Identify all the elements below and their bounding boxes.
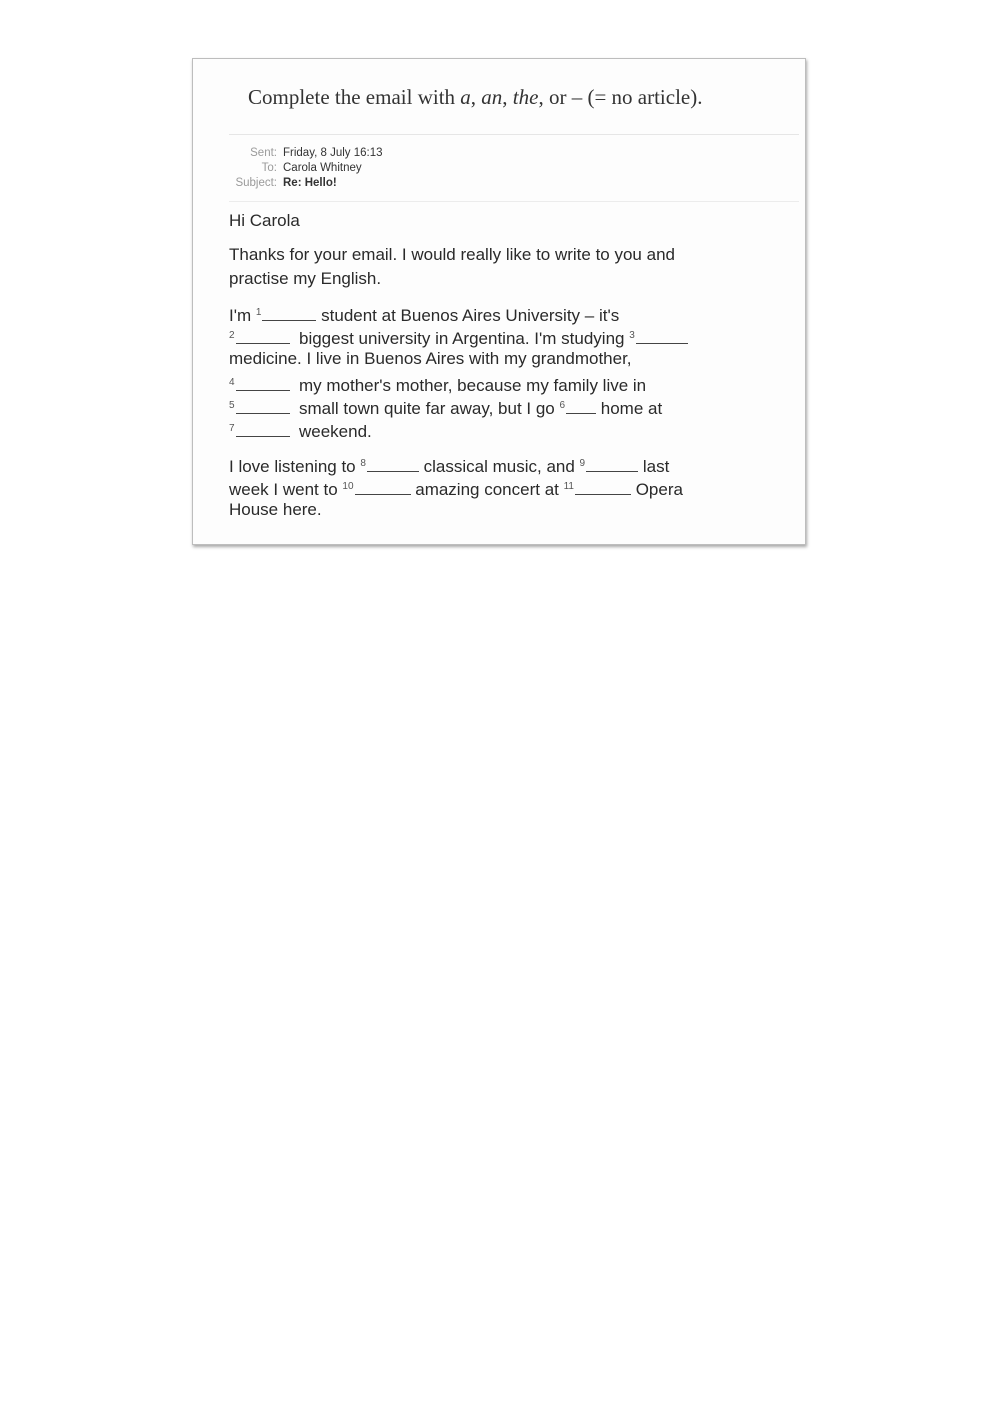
- article-the: the: [512, 85, 539, 109]
- gap-number: 2: [229, 330, 235, 342]
- text: I love listening to: [229, 456, 361, 476]
- gap-blank-2[interactable]: [236, 328, 290, 344]
- article-a: a: [460, 85, 471, 109]
- gap-blank-3[interactable]: [636, 328, 688, 344]
- paragraph-3: [229, 452, 789, 522]
- text: week I went to: [229, 479, 343, 499]
- text: I'm: [229, 305, 256, 325]
- gap-blank-7[interactable]: [236, 421, 290, 437]
- to-row: [229, 161, 383, 176]
- text-line: [229, 324, 789, 347]
- gap-number: 8: [360, 457, 366, 469]
- instruction: [248, 85, 703, 110]
- subject-value: Re: Hello!: [283, 177, 337, 189]
- gap-number: 9: [579, 457, 586, 469]
- text: home at: [596, 399, 663, 419]
- paragraph-2: [229, 301, 789, 441]
- instruction-text: , or – (= no article).: [538, 85, 703, 109]
- greeting: Hi Carola: [229, 211, 300, 230]
- text-line: [229, 417, 789, 440]
- gap-number: 1: [255, 306, 262, 318]
- gap-lead: [229, 417, 299, 443]
- gap-blank-5[interactable]: [236, 398, 290, 414]
- divider: [229, 134, 799, 135]
- gap-number: 7: [229, 423, 235, 435]
- gap-number: 4: [229, 376, 235, 388]
- to-value: Carola Whitney: [283, 162, 362, 174]
- gap-blank-10[interactable]: [355, 479, 411, 495]
- instruction-text: Complete the email with: [248, 85, 461, 109]
- text: Opera: [630, 479, 683, 499]
- subject-row: [229, 176, 383, 191]
- instruction-sep: ,: [470, 85, 482, 109]
- gap-number: 6: [559, 400, 566, 412]
- gap-blank-9[interactable]: [586, 456, 638, 472]
- divider: [229, 201, 799, 202]
- text: weekend.: [299, 422, 372, 442]
- text: student at Buenos Aires University – it's: [316, 305, 620, 325]
- text-line: Thanks for your email. I would really like to write to you and: [229, 245, 675, 265]
- sent-row: [229, 146, 383, 161]
- text-line: [229, 475, 789, 498]
- sent-value: Friday, 8 July 16:13: [283, 147, 383, 159]
- text: my mother's mother, because my family live in: [299, 375, 647, 395]
- text: amazing concert at: [410, 479, 564, 499]
- text-line: [229, 394, 789, 417]
- text-line: [229, 452, 789, 475]
- gap-blank-4[interactable]: [236, 375, 290, 391]
- gap-number: 3: [629, 330, 635, 342]
- text-line: practise my English.: [229, 268, 382, 288]
- gap-blank-1[interactable]: [262, 305, 316, 321]
- text: last: [638, 456, 670, 476]
- instruction-sep: ,: [502, 85, 513, 109]
- exercise-card: [192, 58, 806, 545]
- gap-blank-11[interactable]: [575, 479, 631, 495]
- subject-label: Subject:: [235, 177, 277, 189]
- email-body: [229, 209, 789, 533]
- email-header: [229, 146, 383, 191]
- article-an: an: [481, 85, 503, 109]
- sent-label: Sent:: [250, 147, 277, 159]
- text: small town quite far away, but I go: [299, 399, 560, 419]
- text-line: House here.: [229, 500, 322, 520]
- text-line: medicine. I live in Buenos Aires with my grandmother,: [229, 349, 632, 369]
- gap-number: 11: [563, 480, 574, 492]
- paragraph-1: [229, 243, 789, 290]
- gap-blank-6[interactable]: [566, 398, 596, 414]
- gap-number: 5: [229, 400, 235, 412]
- text-line: [229, 301, 789, 324]
- to-label: To:: [261, 162, 277, 174]
- text: classical music, and: [418, 456, 580, 476]
- gap-number: 10: [342, 480, 354, 492]
- text-line: [229, 371, 789, 394]
- gap-blank-8[interactable]: [367, 456, 419, 472]
- text: biggest university in Argentina. I'm studying: [299, 329, 630, 349]
